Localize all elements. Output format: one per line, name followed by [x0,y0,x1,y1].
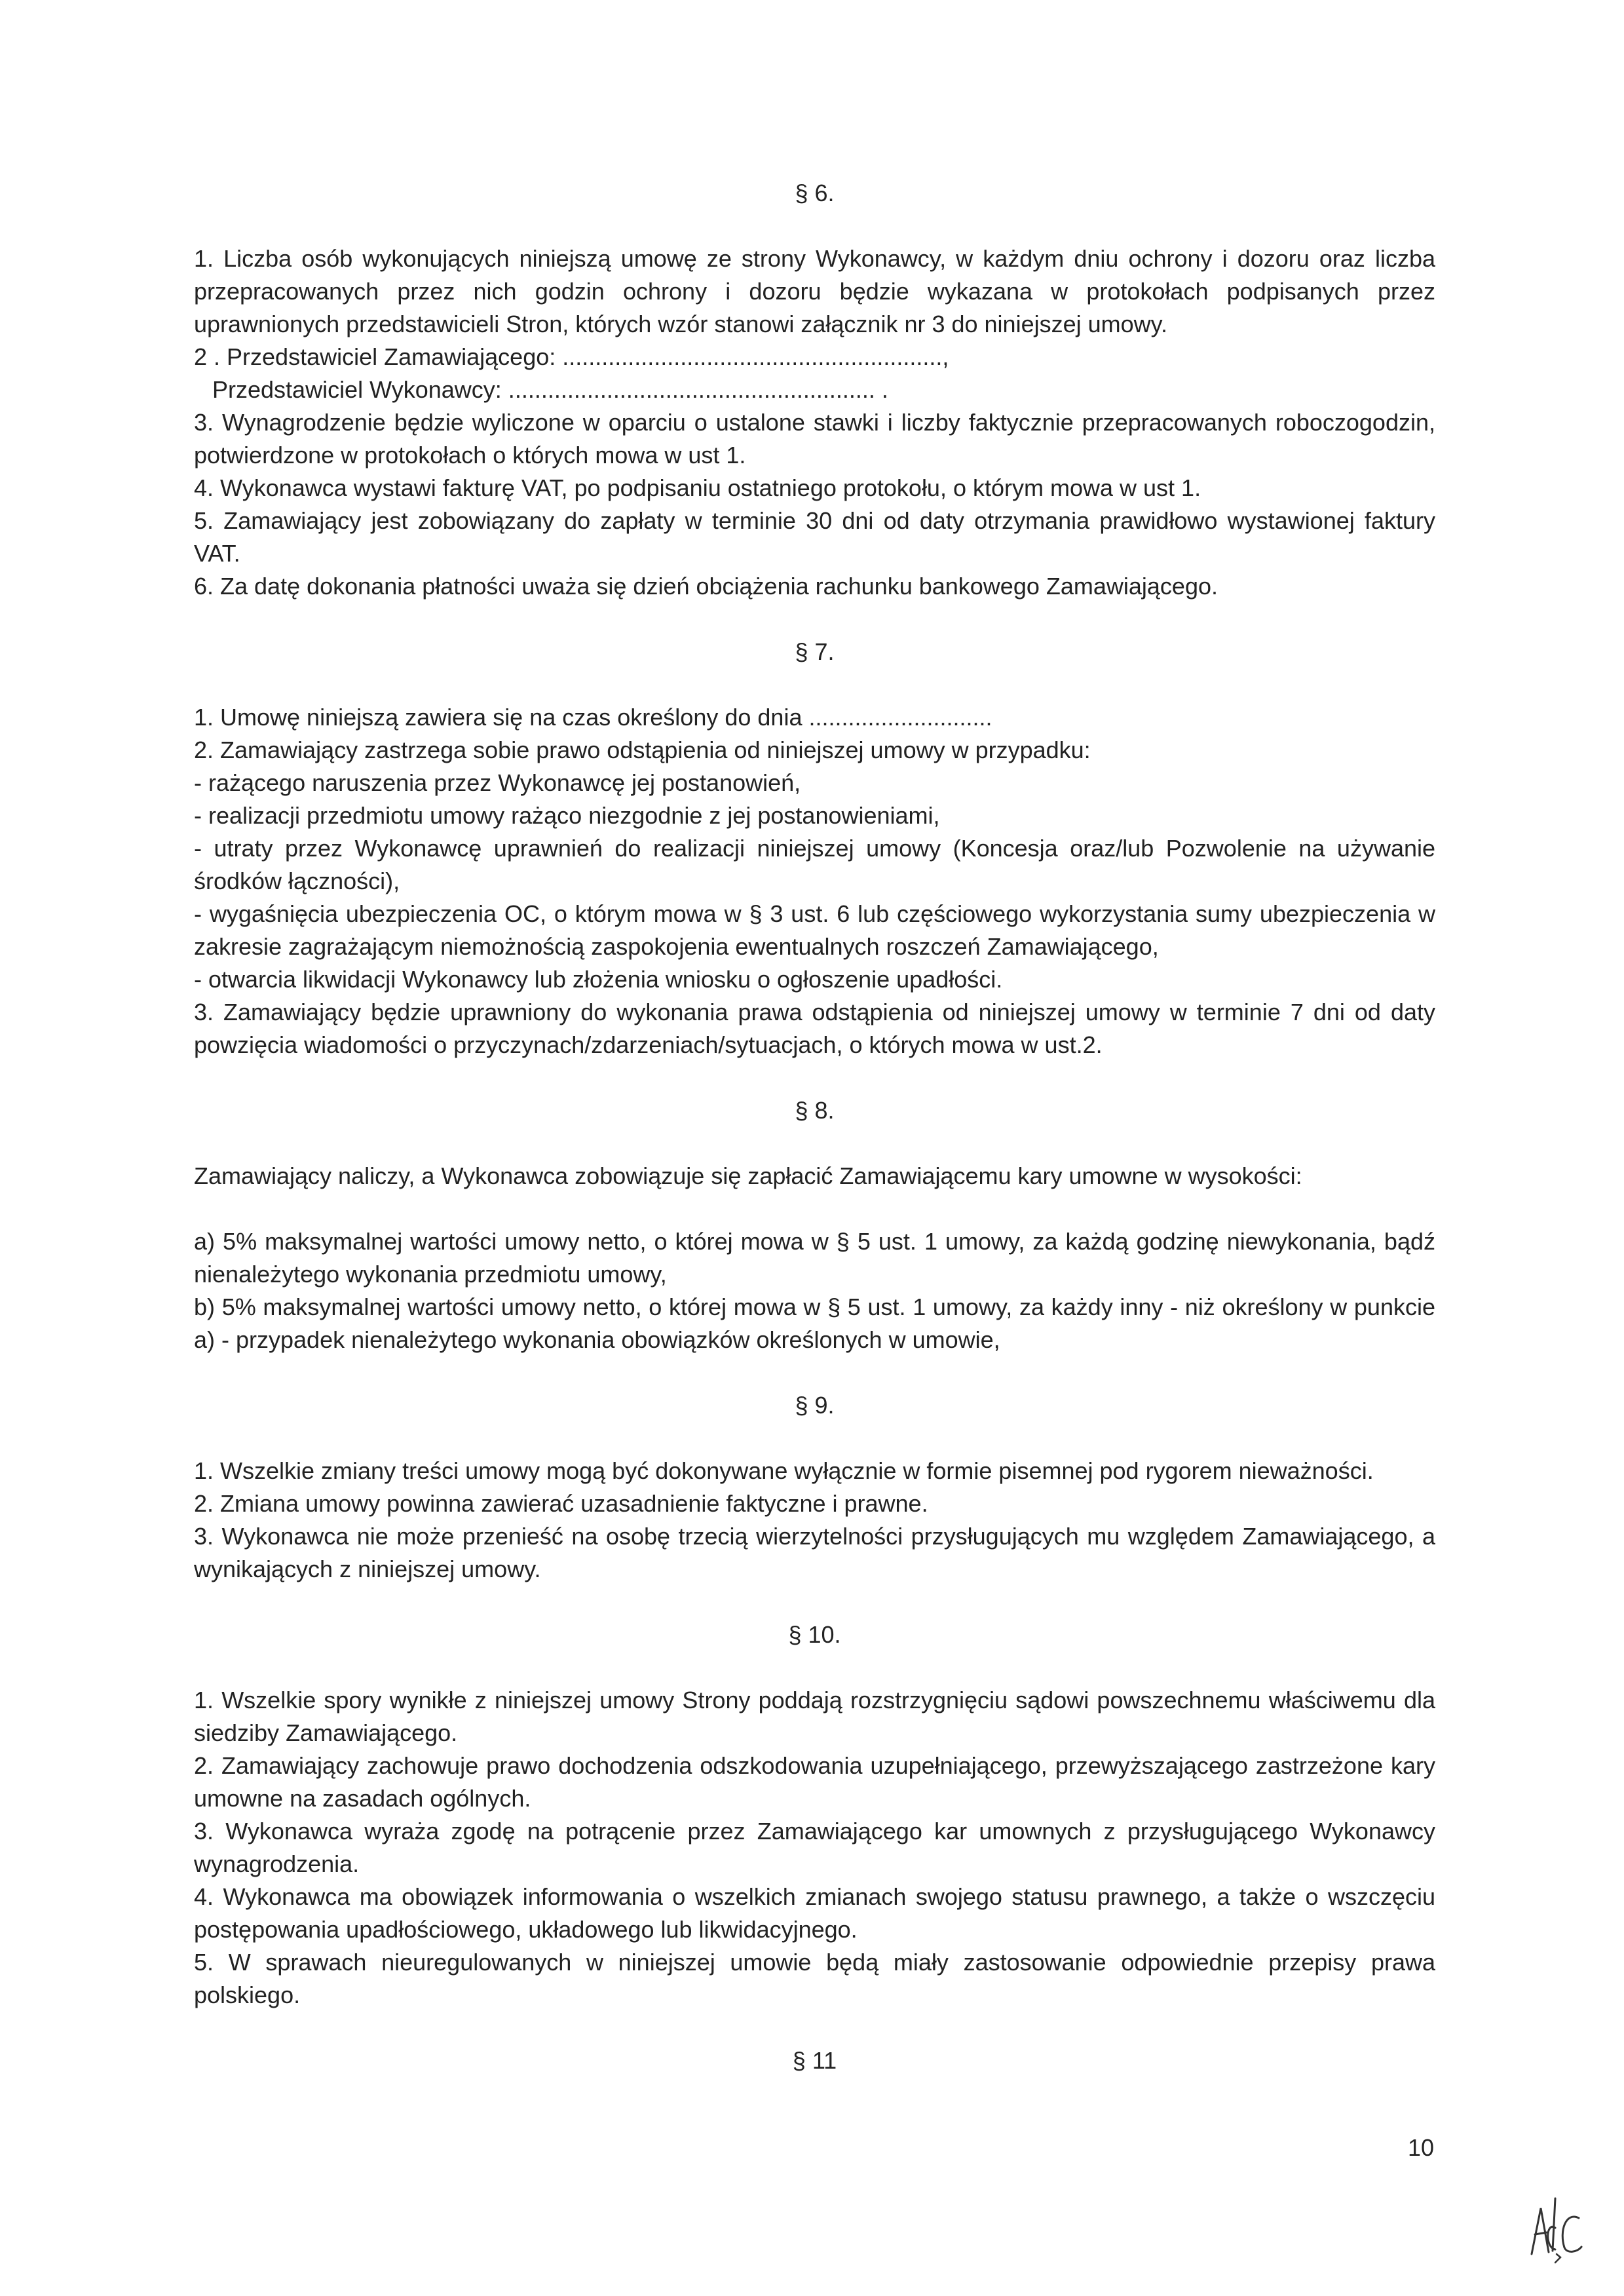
section-8-heading: § 8. [795,1097,835,1124]
section-9-heading: § 9. [795,1392,835,1419]
section-10-paragraph-1: 1. Wszelkie spory wynikłe z niniejszej umowy Strony poddają rozstrzygnięciu sądowi powszechnemu właściwemu dla siedziby Zamawiającego. [194,1687,1435,1746]
section-10-heading: § 10. [788,1621,841,1648]
section-6-paragraph-3: 3. Wynagrodzenie będzie wyliczone w oparciu o ustalone stawki i liczby faktycznie przepracowanych roboczogodzin, potwierdzone w protokołach o których mowa w ust 1. [194,409,1435,469]
section-7-paragraph-3: 3. Zamawiający będzie uprawniony do wykonania prawa odstąpienia od niniejszej umowy w terminie 7 dni od daty powzięcia wiadomości o przyczynach/zdarzeniach/sytuacjach, o których mowa w ust.2. [194,999,1435,1058]
section-9-paragraph-1: 1. Wszelkie zmiany treści umowy mogą być dokonywane wyłącznie w formie pisemnej pod rygorem nieważności. [194,1457,1374,1484]
section-7-paragraph-1: 1. Umowę niniejszą zawiera się na czas określony do dnia ............................ [194,704,992,731]
section-9-paragraph-2: 2. Zmiana umowy powinna zawierać uzasadnienie faktyczne i prawne. [194,1490,928,1517]
section-10-paragraph-2: 2. Zamawiający zachowuje prawo dochodzenia odszkodowania uzupełniającego, przewyższającego zastrzeżone kary umowne na zasadach ogólnych. [194,1752,1435,1812]
section-8-item-b: b) 5% maksymalnej wartości umowy netto, o której mowa w § 5 ust. 1 umowy, za każdy inny - niż określony w punkcie a) - przypadek nienależytego wykonania obowiązków określonych w umowie, [194,1293,1435,1353]
page-number: 10 [1407,2134,1434,2161]
section-7-bullet-5: - otwarcia likwidacji Wykonawcy lub złożenia wniosku o ogłoszenie upadłości. [194,966,1003,993]
section-7-bullet-2: - realizacji przedmiotu umowy rażąco niezgodnie z jej postanowieniami, [194,802,940,829]
section-10-paragraph-3: 3. Wykonawca wyraża zgodę na potrącenie przez Zamawiającego kar umownych z przysługującego Wykonawcy wynagrodzenia. [194,1818,1435,1877]
section-10-paragraph-4: 4. Wykonawca ma obowiązek informowania o wszelkich zmianach swojego statusu prawnego, a także o wszczęciu postępowania upadłościowego, układowego lub likwidacyjnego. [194,1883,1435,1943]
section-7-bullet-1: - rażącego naruszenia przez Wykonawcę jej postanowień, [194,769,801,796]
section-6-heading: § 6. [795,180,835,206]
section-7-bullet-3: - utraty przez Wykonawcę uprawnień do realizacji niniejszej umowy (Koncesja oraz/lub Pozwolenie na używanie środków łączności), [194,835,1435,894]
section-6-paragraph-2-contractor-rep: Przedstawiciel Wykonawcy: ........................................................ . [212,376,888,403]
document-body [194,177,1435,2077]
section-7-bullet-4: - wygaśnięcia ubezpieczenia OC, o którym mowa w § 3 ust. 6 lub częściowego wykorzystania sumy ubezpieczenia w zakresie zagrażającym niemożnością zaspokojenia ewentualnych roszczeń Zamawiającego, [194,900,1435,960]
section-6-paragraph-5: 5. Zamawiający jest zobowiązany do zapłaty w terminie 30 dni od daty otrzymania prawidłowo wystawionej faktury VAT. [194,507,1435,567]
section-6-paragraph-1: 1. Liczba osób wykonujących niniejszą umowę ze strony Wykonawcy, w każdym dniu ochrony i dozoru oraz liczba przepracowanych przez nich godzin ochrony i dozoru będzie wykazana w protokołach podpisanych przez uprawnionych przedstawicieli Stron, których wzór stanowi załącznik nr 3 do niniejszej umowy. [194,245,1435,337]
section-7-paragraph-2: 2. Zamawiający zastrzega sobie prawo odstąpienia od niniejszej umowy w przypadku: [194,737,1091,763]
signature-mark [1526,2192,1585,2264]
section-11-heading: § 11 [792,2047,837,2074]
section-6-paragraph-2-client-rep: 2 . Przedstawiciel Zamawiającego: .........................................................., [194,343,949,370]
section-6-paragraph-6: 6. Za datę dokonania płatności uważa się dzień obciążenia rachunku bankowego Zamawiającego. [194,573,1218,600]
section-9-paragraph-3: 3. Wykonawca nie może przenieść na osobę trzecią wierzytelności przysługujących mu względem Zamawiającego, a wynikających z niniejszej umowy. [194,1523,1435,1582]
section-8-intro: Zamawiający naliczy, a Wykonawca zobowiązuje się zapłacić Zamawiającemu kary umowne w wysokości: [194,1162,1302,1189]
section-6-paragraph-4: 4. Wykonawca wystawi fakturę VAT, po podpisaniu ostatniego protokołu, o którym mowa w ust 1. [194,474,1201,501]
section-7-heading: § 7. [795,638,835,665]
section-10-paragraph-5: 5. W sprawach nieuregulowanych w niniejszej umowie będą miały zastosowanie odpowiednie przepisy prawa polskiego. [194,1949,1435,2008]
section-8-item-a: a) 5% maksymalnej wartości umowy netto, o której mowa w § 5 ust. 1 umowy, za każdą godzinę niewykonania, bądź nienależytego wykonania przedmiotu umowy, [194,1228,1435,1288]
